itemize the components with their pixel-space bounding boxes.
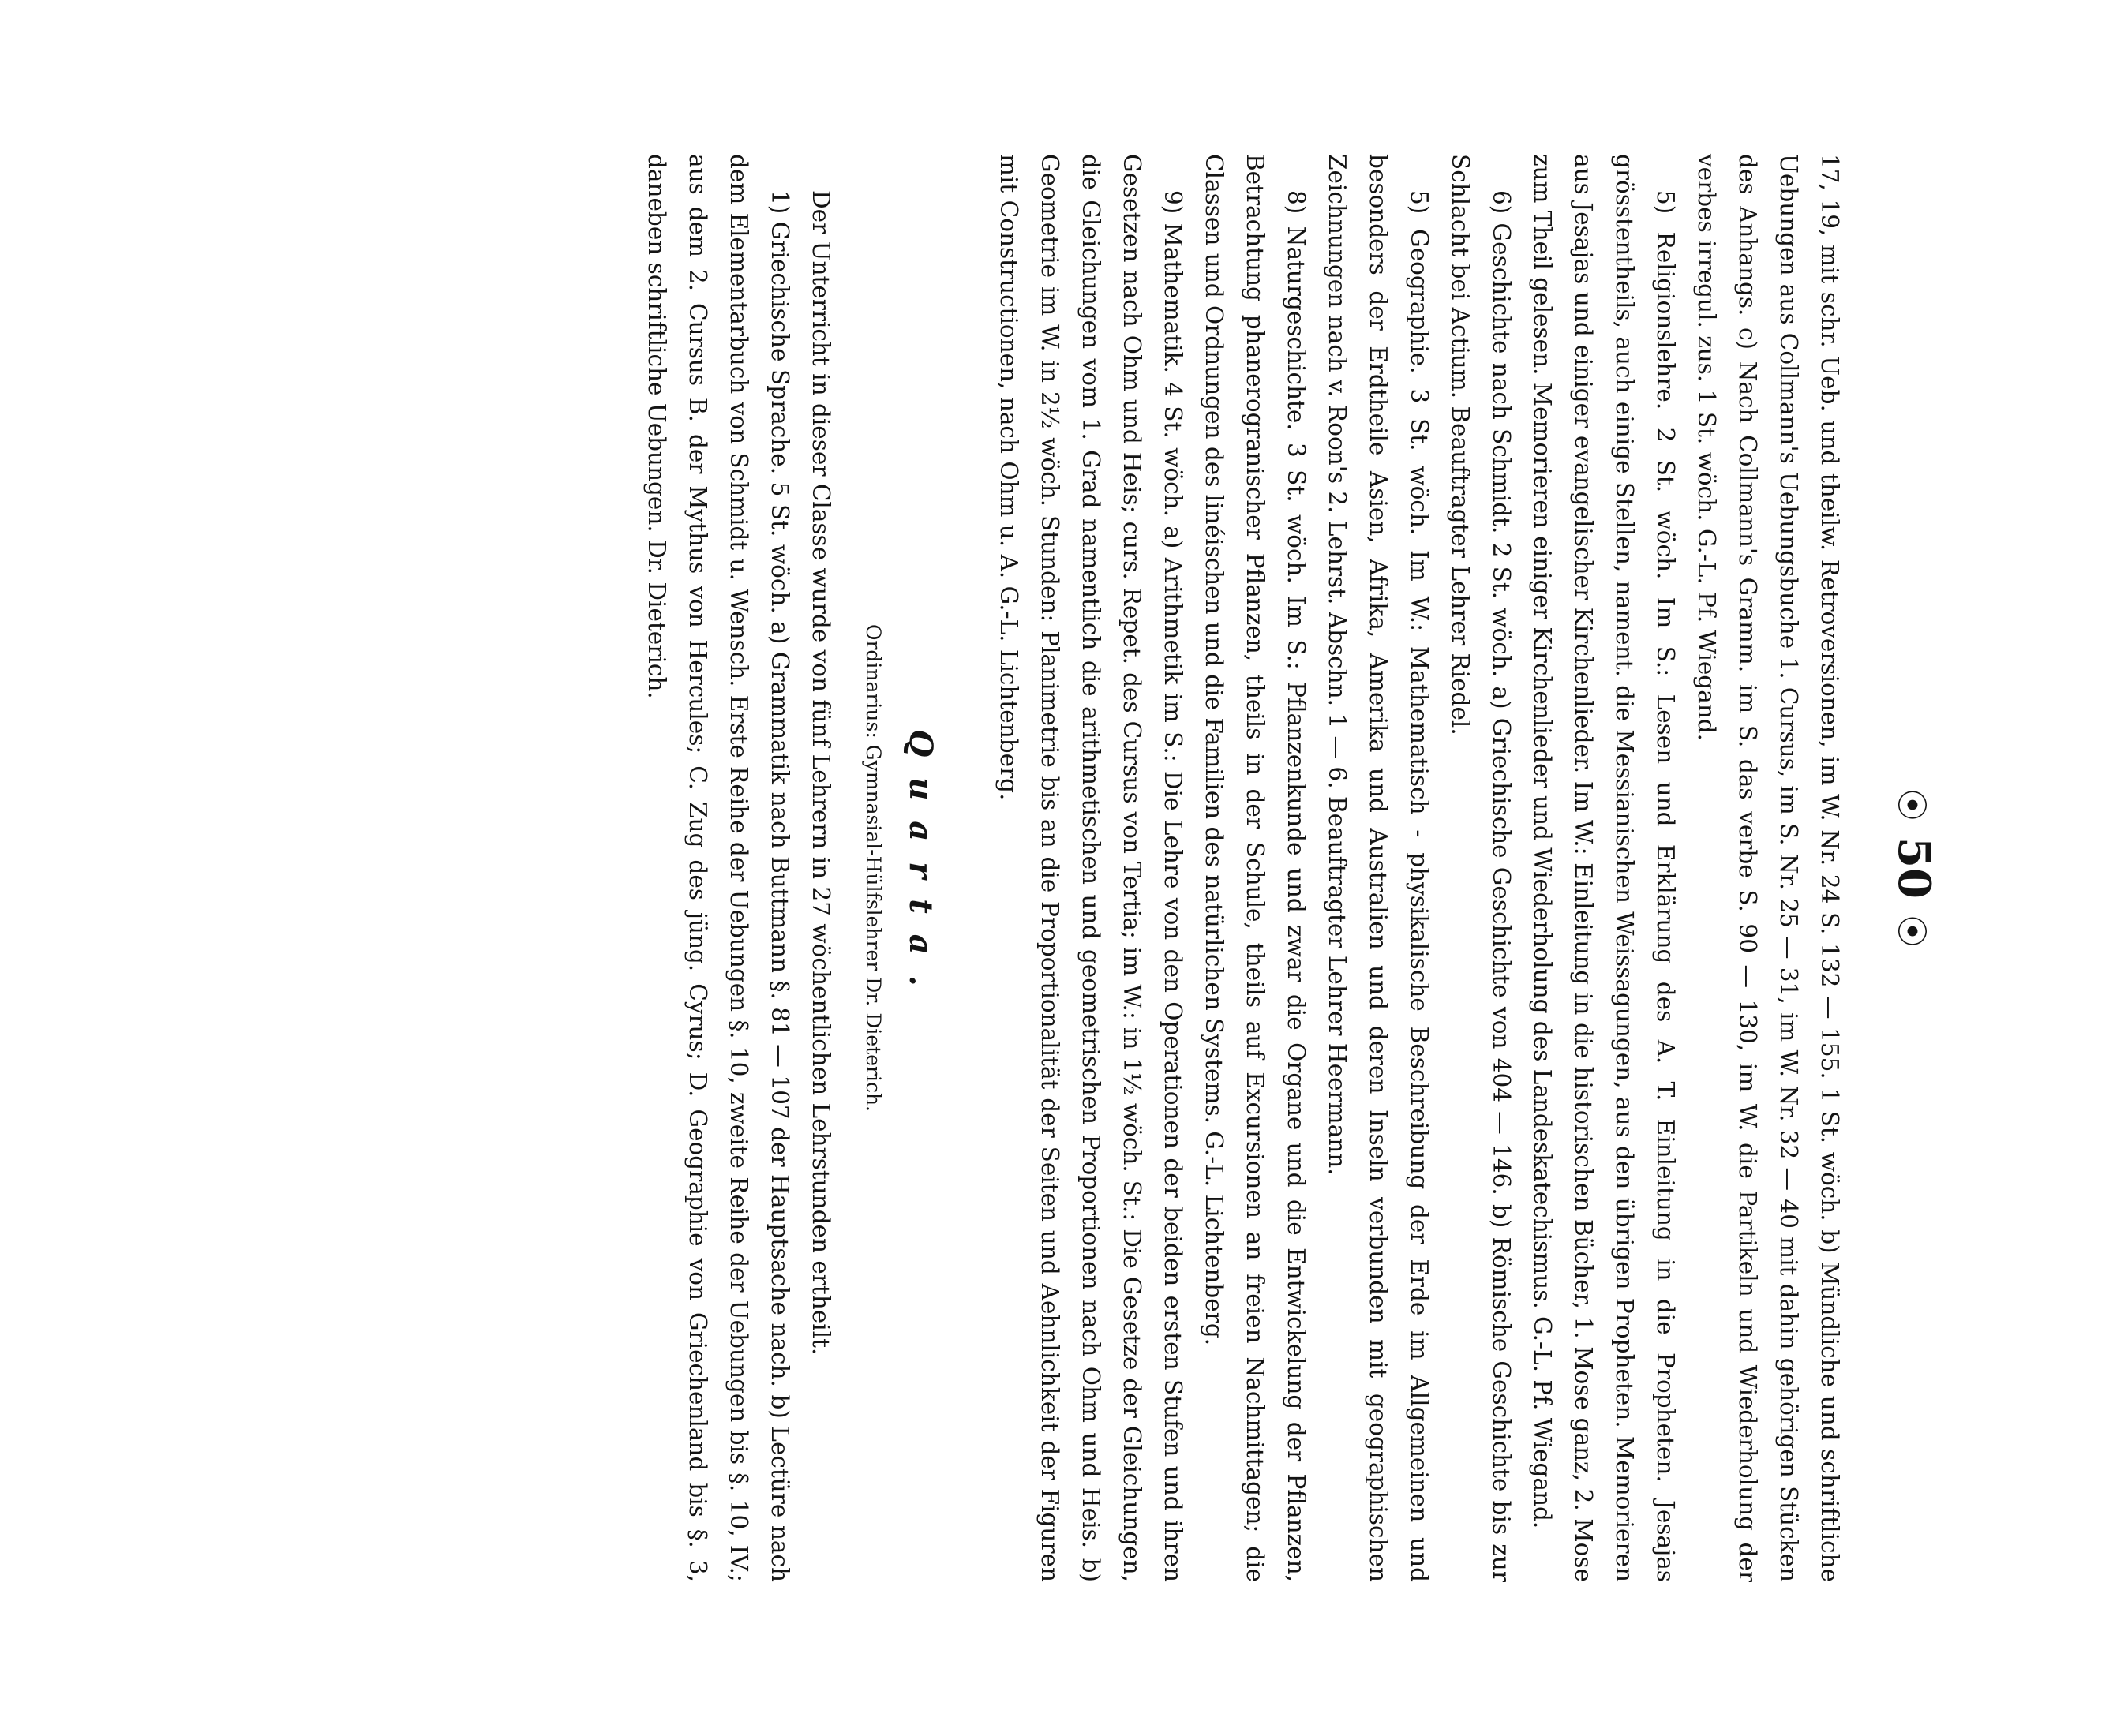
body-text bbox=[636, 154, 1850, 1582]
paragraph-quarta-intro: Der Unterricht in dieser Classe wurde von fünf Lehrern in 27 wöchentlichen Lehrstunden ertheilt. bbox=[807, 190, 834, 1356]
paragraph-griechische-sprache: 1) Griechische Sprache. 5 St. wöch. a) Grammatik nach Buttmann §. 81 — 107 der Hauptsache nach. b) Lectüre nach dem Elementarbuch von Schmidt u. Wensch. Erste Reihe der Uebungen §. 10, zweite Reihe der Uebungen bis §. 10, IV.; aus dem 2. Cursus B. der Mythus von Hercules; C. Zug des jüng. Cyrus; D. Geographie von Griechenland bis §. 3, daneben schriftliche Uebungen. Dr. Dieterich. bbox=[643, 154, 793, 1582]
section-ordinarius: Ordinarius: Gymnasial-Hülfslehrer Dr. Dieterich. bbox=[862, 623, 885, 1112]
page-number: 50 bbox=[1888, 837, 1940, 899]
paragraph-naturgeschichte: 8) Naturgeschichte. 3 St. wöch. Im S.: Pflanzenkunde und zwar die Organe und die Entwickelung der Pflanzen, Betrachtung phanerogranischer Pflanzen, theils in der Schule, theils auf Excursionen an freien Nachmittagen; die Classen und Ordnungen des linéischen und die Familien des natürlichen Systems. G.-L. Lichtenberg. bbox=[1201, 154, 1309, 1582]
ornament-right-icon: ⦿ bbox=[1893, 915, 1930, 948]
page-header bbox=[1888, 154, 1940, 1582]
document-page bbox=[101, 43, 2027, 1693]
paragraph-geographie: 5) Geographie. 3 St. wöch. Im W.: Mathematisch - physikalische Beschreibung der Erde im Allgemeinen und besonders der Erdtheile Asien, Afrika, Amerika und Australien und deren Inseln verbunden mit geographischen Zeichnungen nach v. Roon's 2. Lehrst. Abschn. 1 — 6. Beauftragter Lehrer Heermann. bbox=[1324, 154, 1433, 1582]
ornament-left-icon: ⦿ bbox=[1893, 788, 1930, 821]
paragraph-french-continuation: 17, 19, mit schr. Ueb. und theilw. Retroversionen, im W. Nr. 24 S. 132 — 155. 1 St. wöch. b) Mündliche und schriftliche Uebungen aus Collmann's Uebungsbuche 1. Cursus, im S. Nr. 25 — 31, im W. Nr. 32 — 40 mit dahin gehörigen Stücken des Anhangs. c) Nach Collmann's Gramm. im S. das verbe S. 90 — 130, im W. die Partikeln und Wiederholung der verbes irregul. zus. 1 St. wöch. G.-L. Pf. Wiegand. bbox=[1693, 154, 1843, 1582]
section-title-quarta: Quarta. bbox=[902, 729, 939, 1007]
paragraph-religionslehre: 5) Religionslehre. 2 St. wöch. Im S.: Lesen und Erklärung des A. T. Einleitung in die Propheten. Jesajas grösstentheils, auch einige Stellen, nament. die Messianischen Weissagungen, aus den übrigen Propheten. Memorieren aus Jesajas und einiger evangelischer Kirchenlieder. Im W.: Einleitung in die historischen Bücher, 1. Mose ganz, 2. Mose zum Theil gelesen. Memorieren einiger Kirchenlieder und Wiederholung des Landeskatechismus. G.-L. Pf. Wiegand. bbox=[1529, 154, 1679, 1582]
paragraph-mathematik: 9) Mathematik. 4 St. wöch. a) Arithmetik im S.: Die Lehre von den Operationen der beiden ersten Stufen und ihren Gesetzen nach Ohm und Heis; curs. Repet. des Cursus von Tertia; im W.: in 1½ wöch. St.: Die Gesetze der Gleichungen, die Gleichungen vom 1. Grad namentlich die arithmetischen und geometrischen Proportionen nach Ohm und Heis. b) Geometrie im W. in 2½ wöch. Stunden: Planimetrie bis an die Proportionalität der Seiten und Aehnlichkeit der Figuren mit Constructionen, nach Ohm u. A. G.-L. Lichtenberg. bbox=[995, 154, 1186, 1582]
paragraph-geschichte: 6) Geschichte nach Schmidt. 2 St. wöch. a) Griechische Geschichte von 404 — 146. b) Römische Geschichte bis zur Schlacht bei Actium. Beauftragter Lehrer Riedel. bbox=[1447, 154, 1515, 1582]
